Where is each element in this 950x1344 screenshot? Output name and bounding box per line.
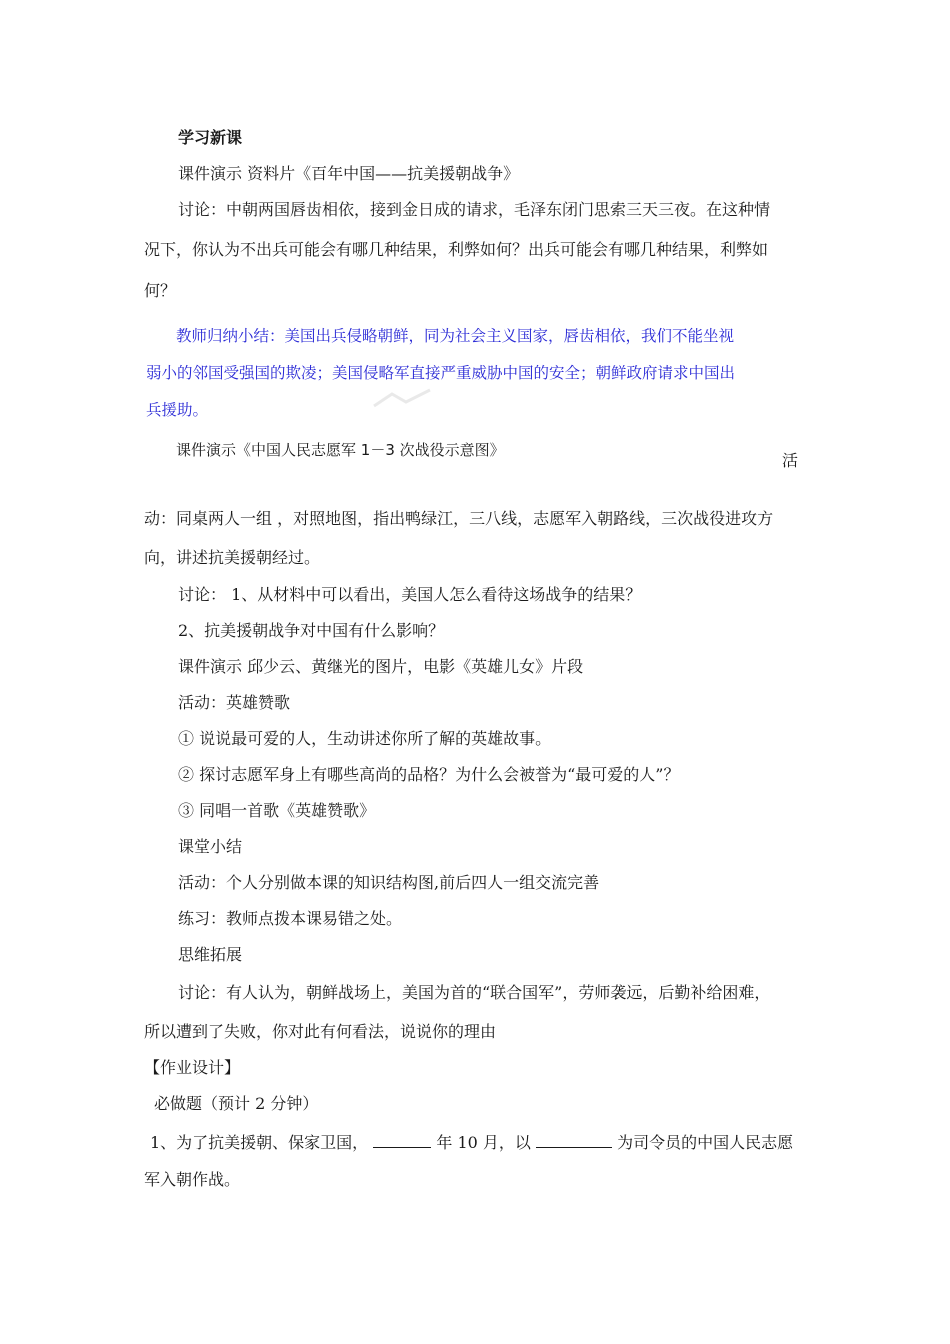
- paragraph-line: 向，讲述抗美援朝经过。: [144, 548, 321, 567]
- paragraph-line: 课件演示 邱少云、黄继光的图片，电影《英雄儿女》片段: [178, 657, 584, 676]
- paragraph-line: 讨论：有人认为，朝鲜战场上，美国为首的“联合国军”，劳师袭远，后勤补给困难，: [178, 983, 771, 1002]
- question-text: 年 10 月，以: [436, 1133, 536, 1152]
- teacher-summary-line: 弱小的邻国受强国的欺凌；美国侵略军直接严重威胁中国的安全；朝鲜政府请求中国出: [146, 364, 736, 382]
- activity-label-fragment: 活: [782, 451, 799, 470]
- section-heading-summary: 课堂小结: [178, 837, 243, 856]
- paragraph-line: 课件演示 资料片《百年中国——抗美援朝战争》: [178, 164, 520, 183]
- section-heading-extension: 思维拓展: [178, 945, 243, 964]
- courseware-map-title: 课件演示《中国人民志愿军 1－3 次战役示意图》: [176, 441, 505, 459]
- paragraph-line: 动：同桌两人一组 ，对照地图，指出鸭绿江，三八线，志愿军入朝路线，三次战役进攻方: [144, 509, 774, 528]
- paragraph-line: 何？: [144, 281, 177, 300]
- paragraph-line: 活动：英雄赞歌: [178, 693, 291, 712]
- paragraph-line: 军入朝作战。: [144, 1170, 241, 1189]
- question-text: 1、为了抗美援朝、保家卫国，: [150, 1133, 369, 1152]
- paragraph-line: 况下，你认为不出兵可能会有哪几种结果，利弊如何？出兵可能会有哪几种结果，利弊如: [144, 240, 769, 259]
- paragraph-line: 讨论：中朝两国唇齿相依，接到金日成的请求，毛泽东闭门思索三天三夜。在这种情: [178, 200, 771, 219]
- answer-blank-year[interactable]: [373, 1131, 431, 1148]
- paragraph-line: 必做题（预计 2 分钟）: [154, 1094, 319, 1113]
- answer-blank-commander[interactable]: [536, 1131, 612, 1148]
- paragraph-line: 活动：个人分别做本课的知识结构图,前后四人一组交流完善: [178, 873, 600, 892]
- paragraph-line: 所以遭到了失败，你对此有何看法，说说你的理由: [144, 1022, 497, 1041]
- list-item: ③ 同唱一首歌《英雄赞歌》: [178, 801, 376, 820]
- discussion-question: 讨论： 1、从材料中可以看出，美国人怎么看待这场战争的结果？: [178, 585, 642, 604]
- section-heading-new-lesson: 学习新课: [178, 128, 243, 147]
- watermark-icon: [372, 388, 432, 410]
- question-text: 为司令员的中国人民志愿: [617, 1133, 794, 1152]
- teacher-summary-line: 教师归纳小结：美国出兵侵略朝鲜，同为社会主义国家，唇齿相依，我们不能坐视: [176, 327, 735, 345]
- list-item: ① 说说最可爱的人，生动讲述你所了解的英雄故事。: [178, 729, 552, 748]
- teacher-summary-line: 兵援助。: [146, 401, 209, 419]
- homework-question-1: [150, 1131, 793, 1153]
- paragraph-line: 练习：教师点拨本课易错之处。: [178, 909, 403, 928]
- section-heading-homework: 【作业设计】: [144, 1058, 241, 1077]
- discussion-question: 2、抗美援朝战争对中国有什么影响？: [178, 621, 445, 640]
- list-item: ② 探讨志愿军身上有哪些高尚的品格？为什么会被誉为“最可爱的人”？: [178, 765, 680, 784]
